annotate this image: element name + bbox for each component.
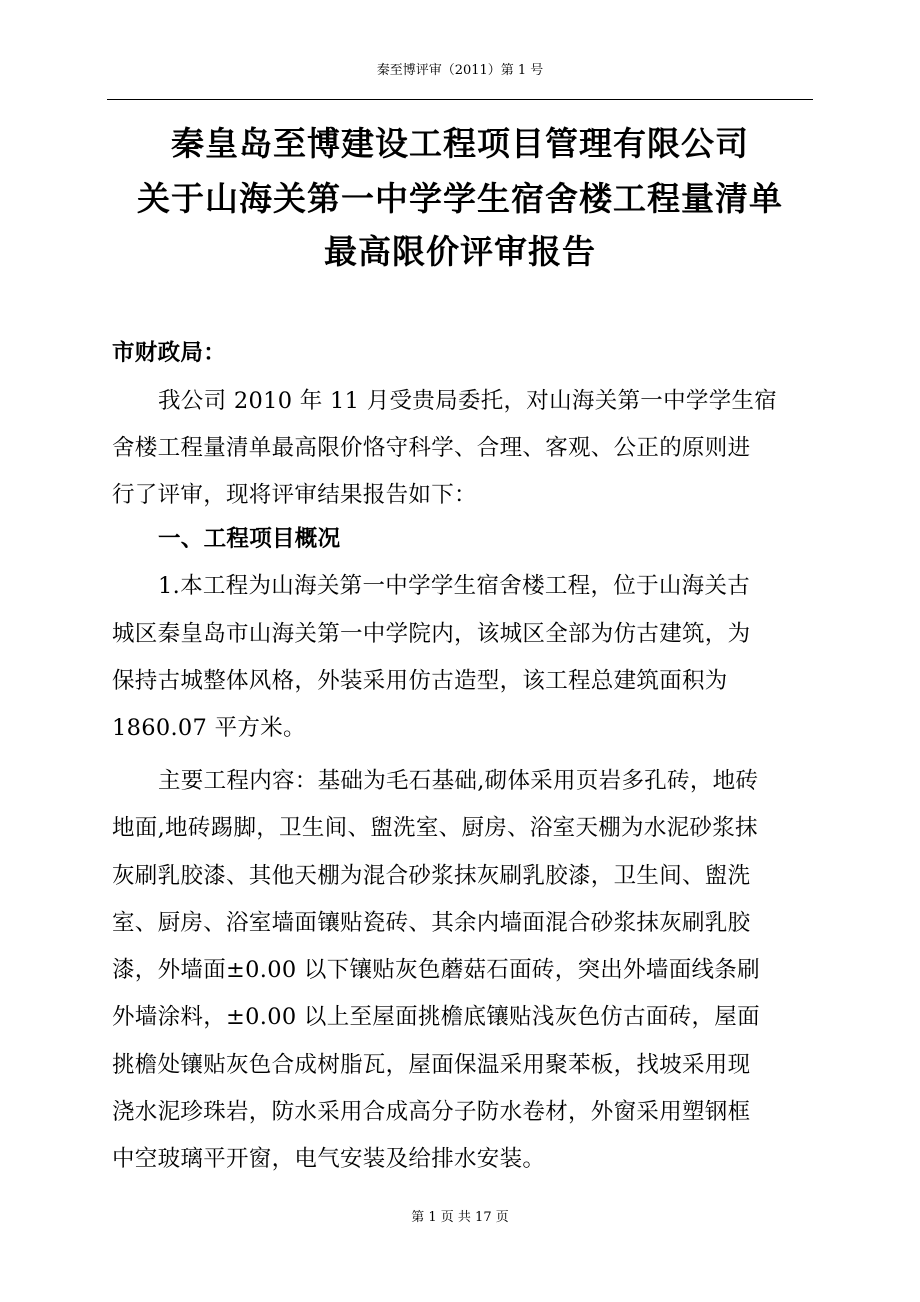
document-number: 秦至博评审（2011）第 1 号	[376, 63, 544, 78]
header-divider	[107, 99, 813, 100]
content-line: 中空玻璃平开窗，电气安装及给排水安装。	[112, 1146, 546, 1172]
title-line-3: 最高限价评审报告	[324, 232, 596, 271]
content-line: 漆，外墙面±0.00 以下镶贴灰色蘑菇石面砖，突出外墙面线条刷	[112, 957, 760, 983]
section-heading: 一、工程项目概况	[158, 526, 341, 552]
content-line: 地面,地砖踢脚，卫生间、盥洗室、厨房、浴室天棚为水泥砂浆抹	[112, 815, 758, 841]
item1-line: 城区秦皇岛市山海关第一中学院内，该城区全部为仿古建筑，为	[112, 621, 751, 647]
salutation: 市财政局：	[112, 340, 227, 366]
content-line: 室、厨房、浴室墙面镶贴瓷砖、其余内墙面混合砂浆抹灰刷乳胶	[112, 910, 751, 936]
intro-line: 我公司 2010 年 11 月受贵局委托，对山海关第一中学学生宿	[158, 388, 778, 414]
content-line: 主要工程内容：基础为毛石基础,砌体采用页岩多孔砖，地砖	[158, 768, 759, 794]
content-line: 外墙涂料，±0.00 以上至屋面挑檐底镶贴浅灰色仿古面砖，屋面	[112, 1004, 760, 1030]
page-footer: 第 1 页 共 17 页	[411, 1210, 509, 1225]
title-line-1: 秦皇岛至博建设工程项目管理有限公司	[171, 124, 749, 163]
content-line: 灰刷乳胶漆、其他天棚为混合砂浆抹灰刷乳胶漆，卫生间、盥洗	[112, 863, 751, 889]
item1-line: 1.本工程为山海关第一中学学生宿舍楼工程，位于山海关古	[158, 573, 751, 599]
item1-line: 1860.07 平方米。	[112, 715, 306, 741]
intro-line: 舍楼工程量清单最高限价恪守科学、合理、客观、公正的原则进	[112, 435, 751, 461]
title-line-2: 关于山海关第一中学学生宿舍楼工程量清单	[137, 179, 783, 218]
content-line: 浇水泥珍珠岩，防水采用合成高分子防水卷材，外窗采用塑钢框	[112, 1099, 751, 1125]
content-line: 挑檐处镶贴灰色合成树脂瓦，屋面保温采用聚苯板，找坡采用现	[112, 1052, 751, 1078]
item1-line: 保持古城整体风格，外装采用仿古造型，该工程总建筑面积为	[112, 668, 728, 694]
intro-line: 行了评审，现将评审结果报告如下：	[112, 482, 477, 508]
